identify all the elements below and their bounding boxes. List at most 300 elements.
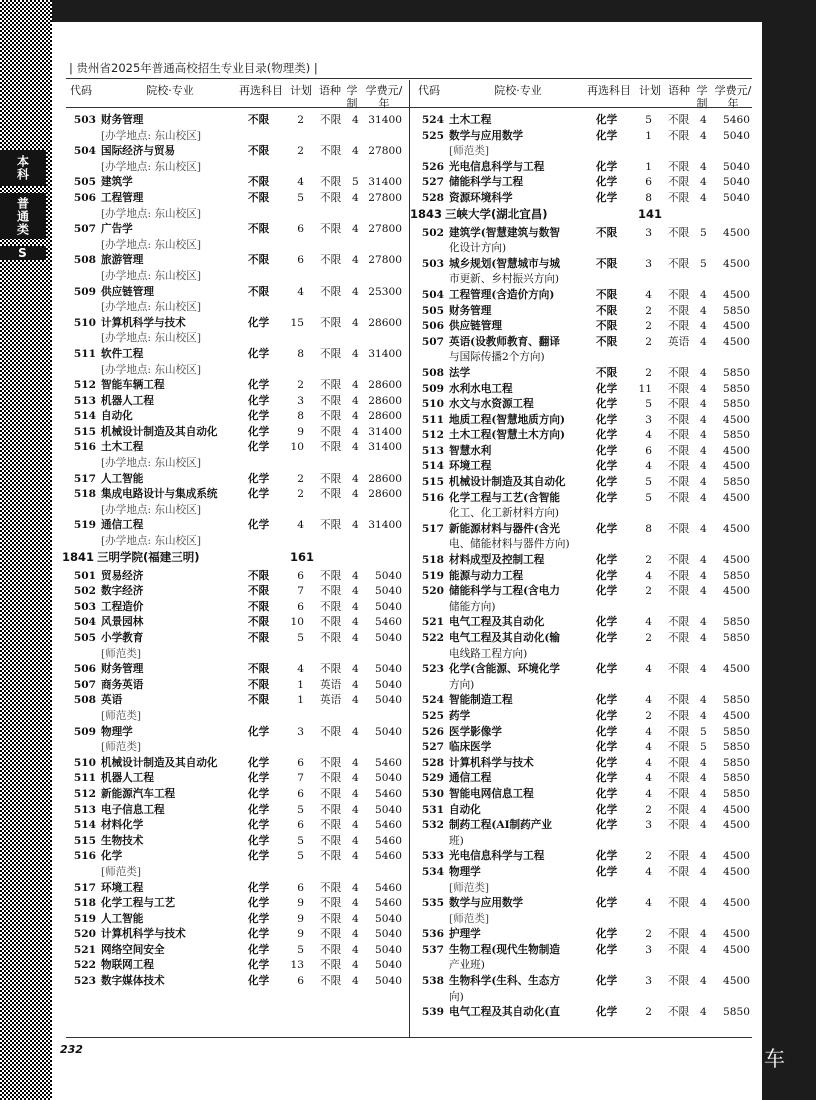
major-name: 网络空间安全 (101, 943, 165, 956)
major-row (66, 584, 406, 600)
major-fee: 5850 (723, 787, 750, 800)
major-row (66, 600, 406, 616)
major-row (414, 896, 754, 912)
campus-note: [办学地点: 东山校区] (101, 457, 201, 470)
major-lang: 不限 (668, 850, 690, 863)
major-lang: 英语 (320, 678, 342, 691)
major-name: 能源与动力工程 (449, 569, 524, 582)
major-length: 4 (700, 460, 707, 473)
major-plan: 2 (297, 488, 304, 501)
major-name: 储能科学与工程(含电力 (449, 585, 560, 598)
major-lang: 不限 (320, 772, 342, 785)
major-subject: 不限 (248, 191, 270, 204)
major-subject: 化学 (596, 616, 618, 629)
major-subject: 化学 (248, 819, 270, 832)
major-row (66, 472, 406, 488)
major-fee: 5850 (723, 741, 750, 754)
major-subject: 化学 (596, 191, 618, 204)
major-code: 533 (421, 850, 444, 863)
major-length: 4 (700, 709, 707, 722)
major-row (414, 709, 754, 725)
major-plan: 3 (645, 819, 652, 832)
major-lang: 不限 (668, 585, 690, 598)
major-code: 507 (421, 335, 444, 348)
major-fee: 5850 (723, 632, 750, 644)
major-length: 4 (352, 803, 359, 816)
major-length: 4 (352, 959, 359, 972)
major-plan: 4 (645, 616, 652, 629)
major-name: 物理学 (449, 865, 481, 878)
major-fee: 5040 (723, 176, 750, 189)
major-name: 工程管理(含造价方向) (449, 288, 555, 301)
major-code: 501 (73, 569, 96, 582)
major-row (66, 631, 406, 647)
major-subject: 化学 (596, 554, 618, 567)
major-name: 材料成型及控制工程 (449, 554, 545, 567)
major-name-continuation (414, 350, 754, 366)
major-fee: 31400 (368, 176, 402, 189)
major-length: 4 (700, 398, 707, 411)
major-name: 环境工程 (101, 881, 144, 894)
major-subject: 化学 (248, 756, 270, 769)
major-lang: 不限 (320, 600, 342, 613)
col-subject-left: 再选科目 (239, 84, 283, 97)
major-name: 智能制造工程 (449, 694, 513, 707)
major-code: 539 (421, 1006, 444, 1019)
major-name: 建筑学 (101, 176, 133, 189)
campus-note: [师范类] (101, 647, 142, 660)
left-column (62, 113, 406, 990)
major-fee: 5850 (723, 772, 750, 785)
major-plan: 3 (645, 226, 652, 239)
major-row (66, 678, 406, 694)
watermark: 高考直通车 (676, 1047, 786, 1071)
major-name-continuation (414, 272, 754, 288)
school-name: 三明学院(福建三明) (97, 549, 200, 564)
major-length: 4 (352, 223, 359, 236)
major-name: 英语(设教师教育、翻译 (449, 335, 560, 348)
major-length: 4 (352, 519, 359, 532)
major-plan: 13 (290, 959, 304, 972)
major-subject: 化学 (596, 569, 618, 582)
major-subject: 不限 (248, 694, 270, 707)
major-code: 503 (73, 600, 96, 613)
major-name-continuation (414, 834, 754, 850)
major-name: 数字媒体技术 (101, 975, 165, 988)
major-lang: 不限 (320, 834, 342, 847)
major-code: 502 (421, 226, 444, 239)
major-length: 4 (352, 616, 359, 629)
major-plan: 4 (645, 460, 652, 473)
major-row (66, 927, 406, 943)
major-plan: 2 (645, 554, 652, 567)
campus-note-row (66, 160, 406, 176)
major-fee: 5460 (375, 787, 402, 800)
major-plan: 2 (645, 304, 652, 317)
major-name: 风景园林 (101, 616, 144, 629)
bottom-rule (66, 1037, 752, 1038)
campus-note-row (66, 865, 406, 881)
major-code: 504 (73, 145, 96, 158)
major-name: 物联网工程 (101, 959, 154, 972)
major-code: 505 (421, 304, 444, 317)
major-lang: 不限 (668, 257, 690, 270)
major-code: 504 (73, 616, 96, 629)
major-name: 机械设计制造及其自动化 (101, 756, 218, 769)
major-row (414, 191, 754, 207)
major-lang: 不限 (668, 787, 690, 800)
major-code: 517 (421, 522, 444, 535)
major-name-cont: 化工、化工新材料方向) (449, 507, 560, 520)
col-code-left: 代码 (70, 84, 92, 97)
school-plan: 161 (290, 549, 315, 564)
major-name-cont: 储能方向) (449, 600, 496, 613)
major-length: 4 (352, 585, 359, 598)
col-plan-right: 计划 (639, 84, 661, 97)
major-code: 511 (73, 347, 96, 360)
major-row (66, 958, 406, 974)
major-length: 4 (352, 600, 359, 613)
major-code: 528 (421, 191, 444, 204)
major-subject: 不限 (248, 678, 270, 691)
major-lang: 不限 (320, 585, 342, 598)
major-row (414, 335, 754, 351)
major-code: 515 (421, 476, 444, 489)
major-lang: 不限 (320, 285, 342, 298)
major-row (414, 787, 754, 803)
major-plan: 8 (645, 522, 652, 535)
col-fee-right: 学费元/年 (714, 84, 752, 110)
major-lang: 不限 (668, 975, 690, 988)
campus-note: [办学地点: 东山校区] (101, 535, 201, 548)
major-subject: 化学 (596, 176, 618, 189)
campus-note-row (66, 331, 406, 347)
major-lang: 不限 (668, 191, 690, 204)
major-length: 4 (352, 928, 359, 941)
major-subject: 化学 (596, 928, 618, 941)
major-length: 4 (700, 1006, 707, 1019)
major-code: 512 (73, 787, 96, 800)
major-plan: 2 (645, 850, 652, 863)
major-length: 4 (700, 975, 707, 988)
major-fee: 5040 (375, 632, 402, 644)
major-subject: 化学 (596, 413, 618, 426)
major-length: 4 (700, 129, 707, 142)
major-subject: 不限 (596, 335, 618, 348)
major-row (414, 756, 754, 772)
major-subject: 不限 (596, 288, 618, 301)
major-fee: 5040 (375, 912, 402, 925)
major-name-cont: 电、储能材料与器件方向) (449, 538, 570, 551)
major-plan: 1 (645, 160, 652, 173)
major-name: 光电信息科学与工程 (449, 160, 545, 173)
major-name: 旅游管理 (101, 254, 144, 267)
major-code: 535 (421, 897, 444, 910)
major-plan: 3 (645, 413, 652, 426)
major-name: 药学 (449, 709, 471, 722)
major-name-continuation (414, 647, 754, 663)
major-name: 土木工程(智慧土木方向) (449, 429, 565, 442)
major-code: 521 (73, 943, 96, 956)
major-row (66, 662, 406, 678)
major-row (66, 896, 406, 912)
major-name: 化学工程与工艺 (101, 897, 176, 910)
major-lang: 不限 (668, 663, 690, 676)
major-code: 518 (421, 554, 444, 567)
major-subject: 化学 (248, 959, 270, 972)
major-row (66, 615, 406, 631)
major-row (414, 382, 754, 398)
campus-note-row (66, 647, 406, 663)
major-fee: 4500 (723, 226, 750, 239)
major-lang: 不限 (320, 912, 342, 925)
major-lang: 不限 (320, 803, 342, 816)
major-plan: 2 (297, 472, 304, 485)
major-length: 4 (700, 429, 707, 442)
major-name: 储能科学与工程 (449, 176, 524, 189)
major-length: 4 (352, 725, 359, 738)
campus-note: [办学地点: 东山校区] (101, 363, 201, 376)
major-plan: 2 (645, 1006, 652, 1019)
major-plan: 6 (297, 881, 304, 894)
major-fee: 5850 (723, 616, 750, 629)
header-rule (66, 78, 752, 79)
major-length: 4 (352, 834, 359, 847)
col-code-right: 代码 (418, 84, 440, 97)
major-code: 538 (421, 975, 444, 988)
major-row (414, 288, 754, 304)
major-name-cont: 化设计方向) (449, 242, 507, 255)
major-plan: 4 (645, 897, 652, 910)
major-subject: 化学 (596, 1006, 618, 1019)
major-row (414, 584, 754, 600)
major-length: 4 (352, 943, 359, 956)
major-fee: 27800 (368, 145, 402, 158)
major-code: 527 (421, 741, 444, 754)
major-row (66, 725, 406, 741)
major-row (414, 175, 754, 191)
col-lang-right: 语种 (668, 84, 690, 97)
major-code: 521 (421, 616, 444, 629)
major-fee: 28600 (368, 410, 402, 423)
major-name: 通信工程 (101, 519, 144, 532)
major-row (414, 319, 754, 335)
campus-note-row (66, 456, 406, 472)
major-code: 530 (421, 787, 444, 800)
major-plan: 7 (297, 585, 304, 598)
major-subject: 化学 (248, 772, 270, 785)
major-row (414, 397, 754, 413)
major-code: 508 (73, 254, 96, 267)
major-length: 4 (352, 316, 359, 329)
major-subject: 化学 (596, 943, 618, 956)
major-subject: 不限 (248, 223, 270, 236)
major-row (414, 615, 754, 631)
major-lang: 不限 (320, 943, 342, 956)
school-row (62, 549, 406, 569)
major-name: 水文与水资源工程 (449, 398, 534, 411)
major-length: 4 (700, 585, 707, 598)
major-plan: 4 (645, 694, 652, 707)
major-code: 503 (421, 257, 444, 270)
major-row (414, 1005, 754, 1021)
major-row (414, 366, 754, 382)
major-length: 4 (352, 632, 359, 644)
major-fee: 5040 (375, 943, 402, 956)
campus-note-row (414, 881, 754, 897)
major-fee: 5460 (375, 850, 402, 863)
major-plan: 4 (645, 288, 652, 301)
major-plan: 4 (645, 429, 652, 442)
major-fee: 5850 (723, 569, 750, 582)
campus-note-row (414, 144, 754, 160)
major-subject: 化学 (248, 725, 270, 738)
major-row (414, 803, 754, 819)
major-code: 513 (73, 394, 96, 407)
major-row (66, 378, 406, 394)
major-fee: 31400 (368, 114, 402, 126)
major-lang: 不限 (320, 632, 342, 644)
major-plan: 9 (297, 928, 304, 941)
major-length: 4 (352, 285, 359, 298)
major-lang: 不限 (668, 819, 690, 832)
major-name: 建筑学(智慧建筑与数智 (449, 226, 560, 239)
major-fee: 31400 (368, 425, 402, 438)
major-subject: 不限 (248, 285, 270, 298)
major-row (414, 444, 754, 460)
major-subject: 化学 (596, 741, 618, 754)
right-column (410, 113, 754, 1021)
major-length: 4 (700, 366, 707, 379)
major-name: 材料化学 (101, 819, 144, 832)
major-length: 4 (352, 488, 359, 501)
major-code: 513 (73, 803, 96, 816)
major-fee: 5850 (723, 304, 750, 317)
major-fee: 5040 (375, 678, 402, 691)
major-subject: 化学 (596, 160, 618, 173)
major-length: 4 (352, 569, 359, 582)
major-fee: 5040 (375, 600, 402, 613)
major-row (66, 787, 406, 803)
major-name-cont: 班) (449, 834, 464, 847)
major-name: 机械设计制造及其自动化 (449, 476, 566, 489)
major-plan: 3 (297, 725, 304, 738)
major-name: 工程管理 (101, 191, 144, 204)
major-fee: 5850 (723, 1006, 750, 1019)
major-lang: 不限 (320, 959, 342, 972)
major-subject: 不限 (248, 663, 270, 676)
major-row (414, 522, 754, 538)
major-name-continuation (414, 678, 754, 694)
major-length: 4 (700, 772, 707, 785)
major-row (414, 257, 754, 273)
major-fee: 4500 (723, 943, 750, 956)
major-code: 525 (421, 129, 444, 142)
major-subject: 化学 (248, 943, 270, 956)
major-code: 526 (421, 725, 444, 738)
major-length: 4 (700, 320, 707, 333)
major-code: 529 (421, 772, 444, 785)
major-fee: 31400 (368, 441, 402, 454)
major-fee: 5850 (723, 756, 750, 769)
major-lang: 不限 (668, 304, 690, 317)
major-lang: 不限 (320, 223, 342, 236)
major-lang: 不限 (668, 756, 690, 769)
major-code: 516 (73, 850, 96, 863)
major-name: 计算机科学与技术 (101, 928, 186, 941)
major-lang: 不限 (668, 1006, 690, 1019)
major-name-cont: 市更新、乡村振兴方向) (449, 273, 560, 286)
major-name: 智能车辆工程 (101, 379, 165, 392)
major-subject: 化学 (248, 881, 270, 894)
major-row (414, 113, 754, 129)
major-lang: 不限 (320, 663, 342, 676)
major-name: 自动化 (449, 803, 481, 816)
major-row (66, 818, 406, 834)
major-code: 520 (73, 928, 96, 941)
major-lang: 不限 (320, 316, 342, 329)
major-length: 4 (700, 897, 707, 910)
major-plan: 10 (290, 441, 304, 454)
major-code: 512 (421, 429, 444, 442)
major-subject: 化学 (596, 850, 618, 863)
major-row (66, 191, 406, 207)
major-name: 环境工程 (449, 460, 492, 473)
major-lang: 不限 (320, 488, 342, 501)
major-code: 517 (73, 881, 96, 894)
campus-note: [办学地点: 东山校区] (101, 160, 201, 173)
major-length: 4 (352, 379, 359, 392)
major-plan: 1 (297, 694, 304, 707)
major-plan: 6 (297, 975, 304, 988)
major-fee: 4500 (723, 850, 750, 863)
major-lang: 不限 (320, 379, 342, 392)
major-row (414, 631, 754, 647)
major-plan: 10 (290, 616, 304, 629)
major-length: 4 (352, 772, 359, 785)
major-length: 4 (700, 787, 707, 800)
major-code: 531 (421, 803, 444, 816)
major-length: 4 (352, 694, 359, 707)
major-plan: 2 (645, 803, 652, 816)
major-plan: 4 (297, 176, 304, 189)
major-length: 4 (352, 850, 359, 863)
major-plan: 2 (645, 709, 652, 722)
major-code: 524 (421, 694, 444, 707)
major-fee: 5850 (723, 366, 750, 379)
major-name: 新能源材料与器件(含光 (449, 522, 560, 535)
major-name: 智能电网信息工程 (449, 787, 534, 800)
major-lang: 不限 (668, 413, 690, 426)
major-length: 4 (352, 663, 359, 676)
col-fee-left: 学费元/年 (365, 84, 403, 110)
major-plan: 6 (297, 223, 304, 236)
major-length: 4 (700, 114, 707, 126)
campus-note: [师范类] (449, 912, 490, 925)
major-subject: 不限 (248, 600, 270, 613)
major-fee: 5040 (375, 928, 402, 941)
campus-note: [办学地点: 东山校区] (101, 129, 201, 142)
major-plan: 4 (645, 663, 652, 676)
major-name: 机器人工程 (101, 772, 154, 785)
major-length: 4 (352, 191, 359, 204)
major-lang: 不限 (668, 160, 690, 173)
major-lang: 不限 (668, 694, 690, 707)
major-row (414, 943, 754, 959)
major-name: 生物科学(生科、生态方 (449, 975, 560, 988)
major-row (414, 974, 754, 990)
major-fee: 5040 (723, 191, 750, 204)
